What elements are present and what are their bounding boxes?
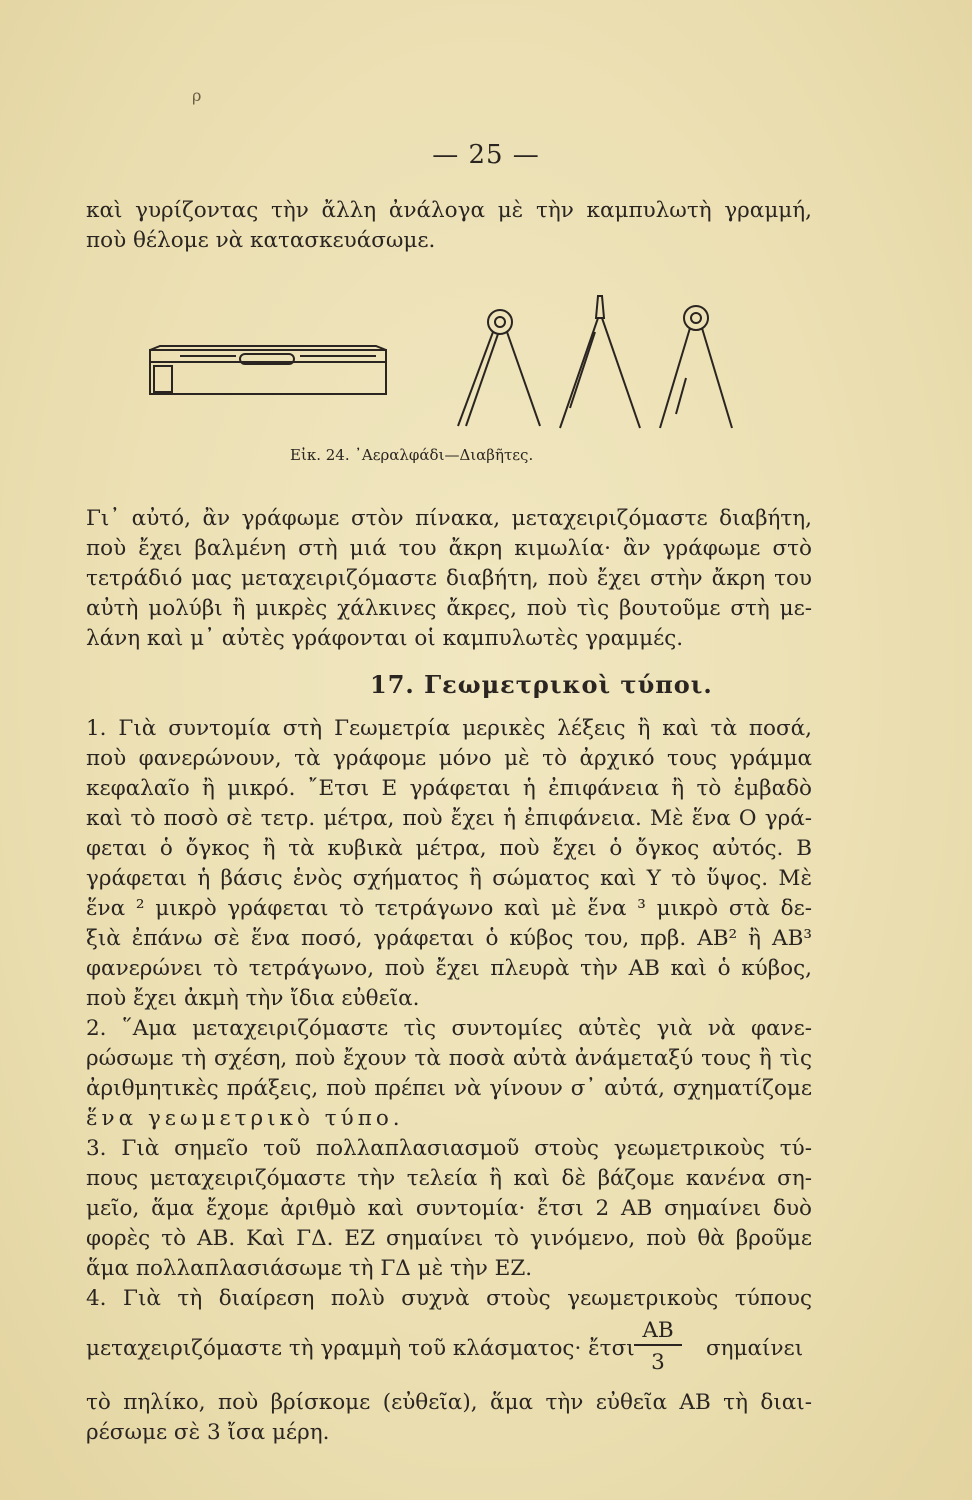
body-line-7: ἕνα ² μικρὸ γράφεται τὸ τετράγωνο καὶ μὲ ἕνα ³ μικρὸ στὰ δε- <box>86 896 812 921</box>
body-line-17: μεῖο, ἅμα ἔχομε ἀριθμὸ καὶ συντομία· ἔτσι 2 ΑΒ σημαίνει δυὸ <box>86 1196 812 1221</box>
page-number: — 25 — <box>432 140 540 170</box>
fraction-numerator: ΑΒ <box>642 1318 674 1343</box>
body-line-19: ἅμα πολλαπλασιάσωμε τὴ ΓΔ μὲ τὴν ΕΖ. <box>86 1256 533 1281</box>
body-line-16: πους μεταχειριζόμαστε τὴν τελεία ἢ καὶ δὲ βάζομε κανένα ση- <box>86 1166 812 1191</box>
body-line-20: 4. Γιὰ τὴ διαίρεση πολὺ συχνὰ στοὺς γεωμετρικοὺς τύπους <box>86 1286 812 1311</box>
para-line-2: ποὺ ἔχει βαλμένη στὴ μιά του ἄκρη κιμωλία· ἂν γράφωμε στὸ <box>86 536 812 561</box>
body-line-18: φορὲς τὸ ΑΒ. Καὶ ΓΔ. ΕΖ σημαίνει τὸ γινόμενο, ποὺ θὰ βροῦμε <box>86 1226 812 1251</box>
section-heading: 17. Γεωμετρικοὶ τύποι. <box>370 670 713 699</box>
closing-line-1: τὸ πηλίκο, ποὺ βρίσκομε (εὐθεῖα), ἅμα τὴν εὐθεῖα ΑΒ τὴ διαι- <box>86 1390 812 1415</box>
closing-line-2: ρέσωμε σὲ 3 ἴσα μέρη. <box>86 1420 330 1445</box>
para-line-5: λάνη καὶ μ᾿ αὐτὲς γράφονται οἱ καμπυλωτὲς γραμμές. <box>86 626 684 651</box>
ink-compass-illustration <box>660 306 732 428</box>
fraction-denominator: 3 <box>651 1350 665 1375</box>
corner-mark: ρ <box>192 86 202 105</box>
body-line-10: ποὺ ἔχει ἀκμὴ τὴν ἴδια εὐθεῖα. <box>86 986 420 1011</box>
body-line-2: ποὺ φανερώνουν, τὰ γράφομε μόνο μὲ τὸ ἀρχικό τους γράμμα <box>86 746 812 771</box>
figure-level-compasses <box>140 288 740 438</box>
body-line-6: γράφεται ἡ βάσις ἑνὸς σχήματος ἢ σώματος καὶ Υ τὸ ὕψος. Μὲ <box>86 866 812 891</box>
body-line-14: ἕνα γεωμετρικὸ τύπο. <box>86 1106 404 1131</box>
body-line-15: 3. Γιὰ σημεῖο τοῦ πολλαπλασιασμοῦ στοὺς γεωμετρικοὺς τύ- <box>86 1136 812 1161</box>
body-line-11: 2. ῞Αμα μεταχειριζόμαστε τὶς συντομίες αὐτὲς γιὰ νὰ φανε- <box>86 1016 812 1041</box>
chalk-compass-illustration <box>458 310 540 426</box>
intro-line-1: καὶ γυρίζοντας τὴν ἄλλη ἀνάλογα μὲ τὴν καμπυλωτὴ γραμμή, <box>86 198 812 223</box>
body-line-5: φεται ὁ ὄγκος ἢ τὰ κυβικὰ μέτρα, ποὺ ἔχει ὁ ὄγκος αὐτός. Β <box>86 836 812 861</box>
spirit-level-illustration <box>150 346 386 394</box>
para-line-4: αὐτὴ μολύβι ἢ μικρὲς χάλκινες ἄκρες, ποὺ τὶς βουτοῦμε στὴ με- <box>86 596 812 621</box>
body-line-13: ἀριθμητικὲς πράξεις, ποὺ πρέπει νὰ γίνουν σ᾿ αὐτά, σχηματίζομε <box>86 1076 812 1101</box>
body-line-8: ξιὰ ἐπάνω σὲ ἕνα ποσό, γράφεται ὁ κύβος του, πρβ. ΑΒ² ἢ ΑΒ³ <box>86 926 812 951</box>
fraction-line-before: μεταχειριζόμαστε τὴ γραμμὴ τοῦ κλάσματος· ἔτσι <box>86 1336 635 1361</box>
fraction-bar <box>634 1344 682 1346</box>
para-line-3: τετράδιό μας μεταχειριζόμαστε διαβήτη, ποὺ ἔχει στὴν ἄκρη του <box>86 566 812 591</box>
body-line-3: κεφαλαῖο ἢ μικρό. ῎Ετσι Ε γράφεται ἡ ἐπιφάνεια ἢ τὸ ἐμβαδὸ <box>86 776 812 801</box>
intro-line-2: ποὺ θέλομε νὰ κατασκευάσωμε. <box>86 228 436 253</box>
body-line-9: φανερώνει τὸ τετράγωνο, ποὺ ἔχει πλευρὰ τὴν ΑΒ καὶ ὁ κύβος, <box>86 956 812 981</box>
body-line-12: ρώσωμε τὴ σχέση, ποὺ ἔχουν τὰ ποσὰ αὐτὰ ἀνάμεταξύ τους ἢ τὶς <box>86 1046 812 1071</box>
para-line-1: Γι᾿ αὐτό, ἂν γράφωμε στὸν πίνακα, μεταχειριζόμαστε διαβήτη, <box>86 506 812 531</box>
body-line-1: 1. Γιὰ συντομία στὴ Γεωμετρία μερικὲς λέξεις ἢ καὶ τὰ ποσά, <box>86 716 812 741</box>
fraction-line-after: σημαίνει <box>706 1336 804 1361</box>
figure-caption: Εἰκ. 24. ᾿Αεραλφάδι—Διαβῆτες. <box>290 446 534 464</box>
pencil-compass-illustration <box>560 296 640 428</box>
body-line-4: καὶ τὸ ποσὸ σὲ τετρ. μέτρα, ποὺ ἔχει ἡ ἐπιφάνεια. Μὲ ἕνα Ο γρά- <box>86 806 812 831</box>
